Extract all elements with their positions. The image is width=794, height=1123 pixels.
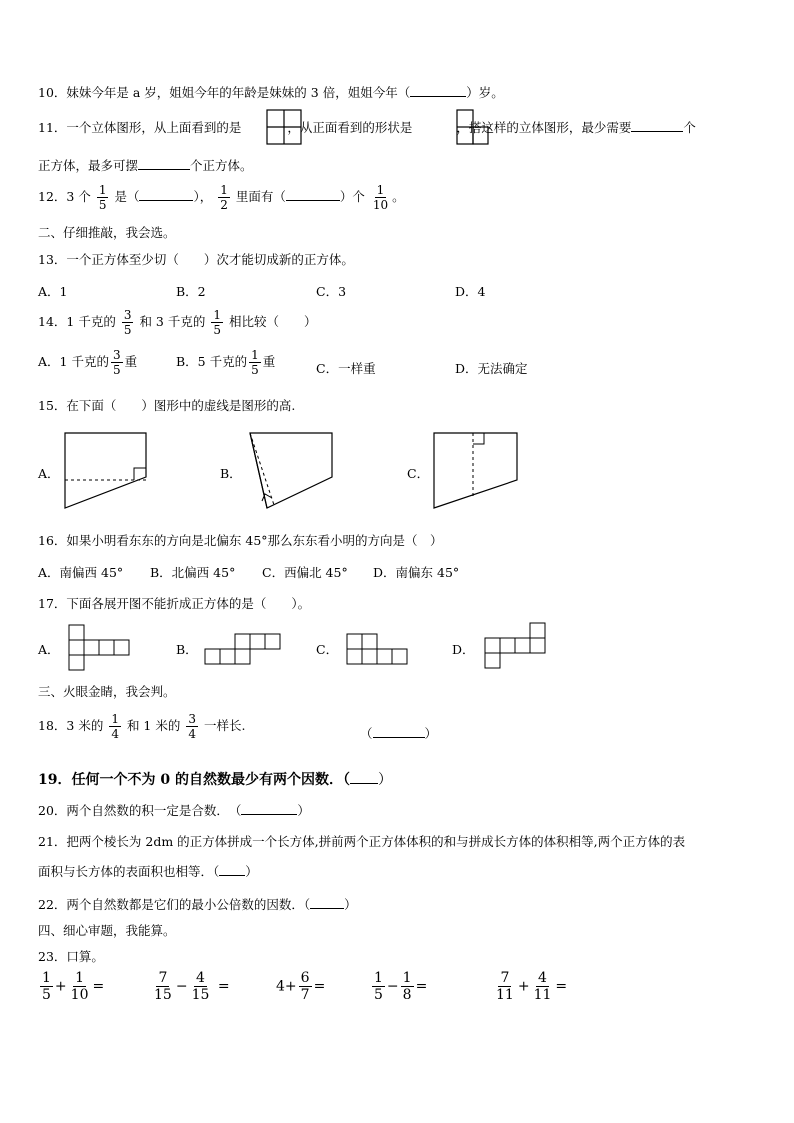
fraction: $\frac{3}{4}$ (188, 712, 196, 741)
option-d[interactable]: D．南偏东 45° (373, 565, 460, 580)
answer-blank[interactable] (310, 907, 344, 909)
q11-text: 正方体，最多可摆 (38, 158, 139, 173)
question-18 (38, 713, 245, 740)
q11-text: 个正方体。 (190, 158, 253, 173)
section-heading-4: 四、细心审题，我能算。 (38, 923, 176, 938)
figure-a-trapezoid (64, 432, 148, 512)
net-c (346, 632, 410, 666)
fraction: $\frac{3}{5}$ (112, 348, 121, 377)
q11-text: ，搭这样的立体图形，最少需要 (456, 120, 632, 135)
net-b (204, 632, 282, 666)
q10-text-end: ）岁。 (466, 85, 504, 100)
option-b[interactable]: B．北偏西 45° (150, 565, 236, 580)
calc-item-4: $\frac{1}{5}$ − $\frac{1}{8}$ = (374, 970, 428, 1003)
q18-text: 18．3 米的 (38, 718, 104, 733)
question-10 (38, 83, 504, 101)
fraction: $\frac{1}{5}$ (213, 308, 221, 337)
q11-text: 个 (683, 120, 696, 135)
question-17: 17．下面各展开图不能折成正方体的是（ ）。 (38, 596, 311, 611)
question-14 (38, 309, 316, 336)
answer-blank[interactable] (350, 782, 378, 784)
option-a[interactable]: A． (38, 466, 60, 481)
q18-text: 一样长. (203, 718, 246, 733)
question-23: 23．口算。 (38, 949, 104, 964)
answer-blank[interactable] (241, 813, 297, 815)
question-16: 16．如果小明看东东的方向是北偏东 45°那么东东看小明的方向是（ ） (38, 533, 443, 548)
question-22: 22．两个自然数都是它们的最小公倍数的因数．（ ） (38, 897, 357, 912)
figure-c-trapezoid (433, 432, 519, 512)
option-a[interactable]: A．南偏西 45° (38, 565, 124, 580)
option-b[interactable]: B．2 (176, 284, 206, 299)
calc-item-2: $\frac{7}{15}$ − $\frac{4}{15}$ = (154, 970, 230, 1003)
answer-blank[interactable] (219, 874, 245, 876)
question-21: 21．把两个棱长为 2dm 的正方体拼成一个长方体,拼前两个正方体体积的和与拼成长方体的体积相等,两个正方体的表 (38, 834, 686, 849)
question-11 (38, 118, 696, 136)
calc-item-3: 4+ $\frac{6}{7}$ = (276, 970, 326, 1003)
q14-text: 14．1 千克的 (38, 314, 116, 329)
question-12 (38, 184, 405, 211)
answer-blank[interactable] (286, 199, 340, 201)
q12-text: ）个 (339, 189, 365, 204)
option-d[interactable]: D． (452, 642, 475, 657)
question-21-line2: 面积与长方体的表面积也相等．（ ） (38, 864, 258, 879)
calc-item-1: $\frac{1}{5}$ + $\frac{1}{10}$ = (42, 970, 105, 1003)
section-heading-3: 三、火眼金睛，我会判。 (38, 684, 176, 699)
q12-text: 里面有（ (235, 189, 286, 204)
q12-text: ）， (193, 189, 213, 204)
option-c[interactable]: C． (407, 466, 430, 481)
question-20: 20．两个自然数的积一定是合数． （ ） (38, 803, 310, 818)
net-d (484, 622, 550, 670)
q12-text: 是（ (114, 189, 140, 204)
option-d[interactable]: D．无法确定 (455, 361, 528, 376)
fraction: $\frac{1}{5}$ (98, 183, 107, 212)
q12-text: 12．3 个 (38, 189, 91, 204)
answer-blank[interactable] (631, 130, 683, 132)
option-c[interactable]: C．西偏北 45° (262, 565, 348, 580)
option-a[interactable]: A．1 (38, 284, 68, 299)
net-a (68, 624, 132, 672)
fraction: $\frac{1}{4}$ (111, 712, 119, 741)
question-13: 13．一个正方体至少切（ ）次才能切成新的正方体。 (38, 252, 354, 267)
answer-blank[interactable] (410, 95, 466, 97)
fraction: $\frac{3}{5}$ (123, 308, 132, 337)
option-c[interactable]: C．3 (316, 284, 347, 299)
fraction: $\frac{1}{10}$ (372, 183, 389, 212)
question-11-line2 (38, 156, 253, 174)
option-c[interactable]: C． (316, 642, 339, 657)
option-b[interactable]: B． (176, 642, 198, 657)
judge-answer-18[interactable]: （ ） (360, 726, 438, 741)
option-b[interactable]: B．5 千克的 $\frac{1}{5}$ 重 (176, 348, 276, 377)
q11-text: ，从正面看到的形状是 (287, 120, 413, 135)
fraction: $\frac{1}{5}$ (251, 348, 259, 377)
q18-text: 和 1 米的 (126, 718, 181, 733)
top-view-figure (266, 109, 302, 145)
front-view-figure (456, 109, 490, 145)
question-19: 19．任何一个不为 0 的自然数最少有两个因数．（ ） (38, 772, 392, 788)
answer-blank[interactable] (138, 168, 190, 170)
option-c[interactable]: C．一样重 (316, 361, 376, 376)
figure-b-trapezoid (249, 432, 335, 510)
option-a[interactable]: A． (38, 642, 60, 657)
section-heading-2: 二、仔细推敲，我会选。 (38, 225, 176, 240)
option-a[interactable]: A．1 千克的 $\frac{3}{5}$ 重 (38, 348, 138, 377)
option-d[interactable]: D．4 (455, 284, 486, 299)
q10-text: 10．妹妹今年是 a 岁，姐姐今年的年龄是妹妹的 3 倍，姐姐今年（ (38, 85, 411, 100)
q11-text: 11．一个立体图形，从上面看到的是 (38, 120, 242, 135)
q14-text: 相比较（ ） (228, 314, 317, 329)
question-15: 15．在下面（ ）图形中的虚线是图形的高. (38, 398, 296, 413)
q14-text: 和 3 千克的 (139, 314, 206, 329)
calc-item-5: $\frac{7}{11}$ + $\frac{4}{11}$ = (496, 970, 568, 1003)
option-b[interactable]: B． (220, 466, 242, 481)
q12-text: 。 (392, 189, 405, 204)
fraction: $\frac{1}{2}$ (220, 183, 228, 212)
answer-blank[interactable] (139, 199, 193, 201)
